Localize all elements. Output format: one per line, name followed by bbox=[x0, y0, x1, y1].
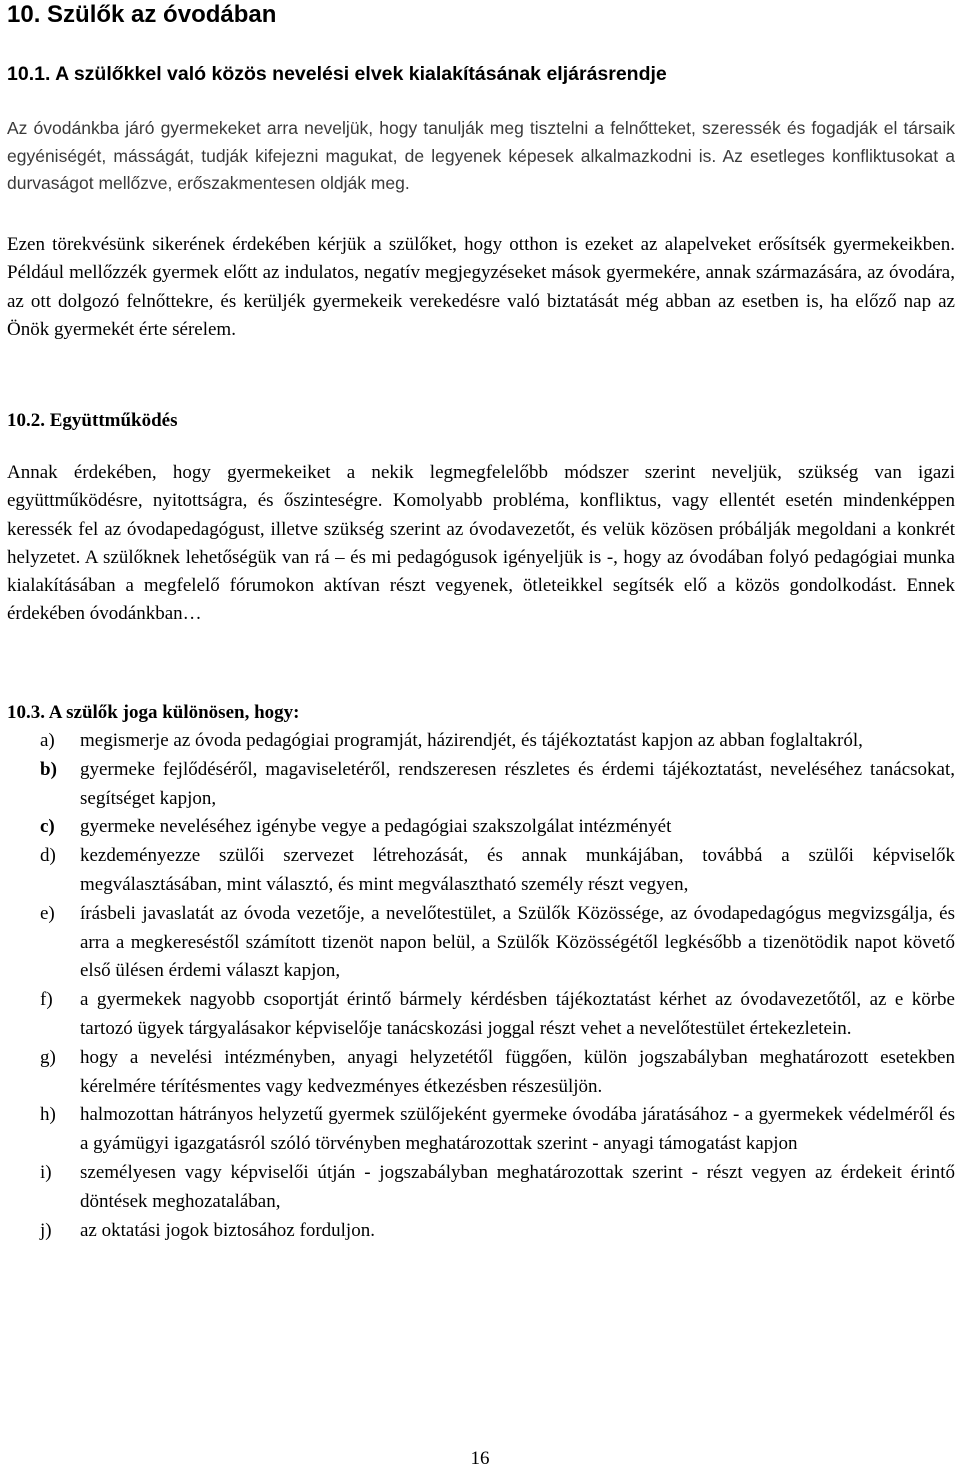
list-item-text: az oktatási jogok biztosához forduljon. bbox=[80, 1219, 375, 1241]
section-2-heading: 10.2. Együttműködés bbox=[7, 410, 178, 431]
list-item-text: gyermeke neveléséhez igénybe vegye a pedagógiai szakszolgálat intézményét bbox=[80, 816, 672, 838]
chapter-heading: 10. Szülők az óvodában bbox=[7, 1, 277, 28]
list-item bbox=[0, 1159, 955, 1217]
list-marker: j) bbox=[40, 1219, 52, 1241]
list-item bbox=[0, 1217, 955, 1246]
list-marker: h) bbox=[40, 1104, 56, 1126]
list-item bbox=[0, 813, 955, 842]
list-marker: b) bbox=[40, 758, 57, 780]
list-item bbox=[0, 900, 955, 986]
list-item bbox=[0, 756, 955, 814]
list-marker: e) bbox=[40, 902, 55, 924]
list-item bbox=[0, 842, 955, 900]
list-item-text: halmozottan hátrányos helyzetű gyermek szülőjeként gyermeke óvodába járatásához - a gyermekek védelméről és a gyámügyi igazgatásról szóló törvényben meghatározottak szerint - anyagi támogatást kapjon bbox=[80, 1104, 955, 1155]
section-3-heading: 10.3. A szülők joga különösen, hogy: bbox=[7, 702, 300, 723]
list-marker: a) bbox=[40, 730, 55, 751]
list-item bbox=[0, 727, 955, 756]
list-item-text: kezdeményezze szülői szervezet létrehozását, és annak munkájában, továbbá a szülői képviselők megválasztásában, mint választó, és mint megválasztható személy részt vegyen, bbox=[80, 845, 955, 895]
list-item bbox=[0, 1044, 955, 1102]
list-item-text: írásbeli javaslatát az óvoda vezetője, a nevelőtestület, a Szülők Közössége, az óvodapedagógus megvizsgálja, és arra a megkereséstől számított tizenöt napon belül, a Szülők Közösségétől legkésőbb a tizenötödik napot követő első ülésen érdemi választ kapjon, bbox=[80, 902, 955, 982]
list-item-text: megismerje az óvoda pedagógiai programját, házirendjét, és tájékoztatást kapjon az abban foglaltakról, bbox=[80, 730, 863, 751]
list-item bbox=[0, 1101, 955, 1159]
section-1-heading: 10.1. A szülőkkel való közös nevelési elvek kialakításának eljárásrendje bbox=[7, 63, 667, 85]
list-item-text: gyermeke fejlődéséről, magaviseletéről, rendszeresen részletes és érdemi tájékoztatást, neveléséhez tanácsokat, segítséget kapjon, bbox=[80, 758, 955, 809]
section-1-body-paragraph: Ezen törekvésünk sikerének érdekében kérjük a szülőket, hogy otthon is ezeket az alapelveket erősítsék gyermekeikben. Például mellőzzék gyermek előtt az indulatos, negatív megjegyzéseket mások gyermekére, annak származására, az óvodára, az ott dolgozó felnőttekre, és kerüljék gyermekeik verekedésre való biztatását még abban az esetben is, ha előző nap az Önök gyermekét érte sérelem. bbox=[7, 234, 955, 340]
list-marker: f) bbox=[40, 989, 53, 1011]
parent-rights-list bbox=[0, 727, 960, 1245]
list-marker: d) bbox=[40, 845, 56, 867]
list-item bbox=[0, 986, 955, 1044]
page-number: 16 bbox=[470, 1448, 490, 1469]
list-marker: i) bbox=[40, 1161, 52, 1183]
list-marker: c) bbox=[40, 816, 55, 838]
list-marker: g) bbox=[40, 1046, 56, 1068]
list-item-text: személyesen vagy képviselői útján - jogszabályban meghatározottak szerint - részt vegyen az érdekeit érintő döntések meghozatalában, bbox=[80, 1161, 955, 1212]
list-item-text: hogy a nevelési intézményben, anyagi helyzetétől függően, külön jogszabályban meghatározott esetekben kérelmére térítésmentes vagy kedvezményes étkezésben részesüljön. bbox=[80, 1046, 955, 1097]
list-item-text: a gyermekek nagyobb csoportját érintő bármely kérdésben tájékoztatást kérhet az óvodavezetőtől, az e körbe tartozó ügyek tárgyalásakor képviselője tanácskozási joggal részt vehet a nevelőtestület értekezletein. bbox=[80, 989, 955, 1039]
section-2-body-paragraph: Annak érdekében, hogy gyermekeiket a nekik legmegfelelőbb módszer szerint neveljük, szükség van igazi együttműködésre, nyitottságra, és őszinteségre. Komolyabb probléma, konfliktus, vagy ellentét esetén mindenképpen keressék fel az óvodapedagógust, illetve szükség szerint az óvodavezetőt, és velük közösen próbálják megoldani a konkrét helyzetet. A szülőknek lehetőségük van rá – és mi pedagógusok igényeljük is -, hogy az óvodában folyó pedagógiai munka kialakításában a megfelelő fórumokon aktívan részt vegyenek, ötleteikkel segítsék elő a közös gondolkodást. Ennek érdekében óvodánkban… bbox=[7, 462, 955, 625]
section-1-intro-paragraph: Az óvodánkba járó gyermekeket arra neveljük, hogy tanulják meg tisztelni a felnőtteket, szeressék és fogadják el társaik egyéniségét, másságát, tudják kifejezni magukat, de legyenek képesek alkalmazkodni is. Az esetleges konfliktusokat a durvaságot mellőzve, erőszakmentesen oldják meg. bbox=[7, 118, 955, 193]
